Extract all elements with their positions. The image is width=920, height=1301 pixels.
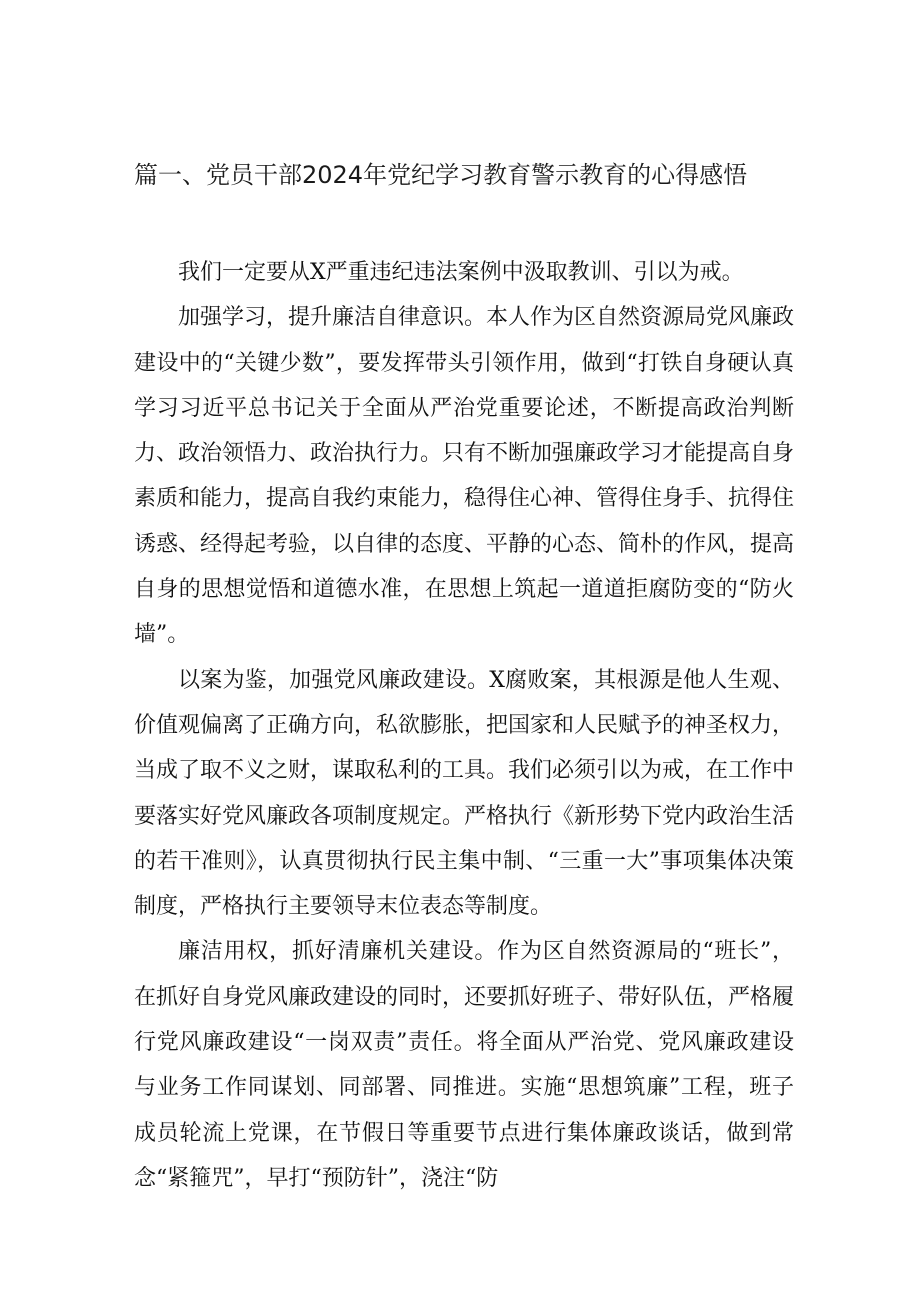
document-body (134, 250, 794, 1201)
paragraph: 加强学习，提升廉洁自律意识。本人作为区自然资源局党风廉政建设中的“关键少数”，要发挥带头引领作用，做到“打铁自身硬认真学习习近平总书记关于全面从严治党重要论述，不断提高政治判断力、政治领悟力、政治执行力。只有不断加强廉政学习才能提高自身素质和能力，提高自我约束能力，稳得住心神、管得住身手、抗得住诱惑、经得起考验，以自律的态度、平静的心态、简朴的作风，提高自身的思想觉悟和道德水准，在思想上筑起一道道拒腐防变的“防火墙”。 (134, 305, 795, 648)
paragraph: 廉洁用权，抓好清廉机关建设。作为区自然资源局的“班长”，在抓好自身党风廉政建设的同时，还要抓好班子、带好队伍，严格履行党风廉政建设“一岗双责”责任。将全面从严治党、党风廉政建设与业务工作同谋划、同部署、同推进。实施“思想筑廉”工程，班子成员轮流上党课，在节假日等重要节点进行集体廉政谈话，做到常念“紧箍咒”，早打“预防针”，浇注“防 (134, 939, 795, 1191)
document-title: 篇一、党员干部2024年党纪学习教育警示教育的心得感悟 (134, 161, 748, 189)
paragraph: 我们一定要从X严重违纪违法案例中汲取教训、引以为戒。 (178, 260, 744, 285)
paragraph: 以案为鉴，加强党风廉政建设。X腐败案，其根源是他人生观、价值观偏离了正确方向，私欲膨胀，把国家和人民赋予的神圣权力，当成了取不义之财，谋取私利的工具。我们必须引以为戒，在工作中要落实好党风廉政各项制度规定。严格执行《新形势下党内政治生活的若干准则》，认真贯彻执行民主集中制、“三重一大”事项集体决策制度，严格执行主要领导末位表态等制度。 (134, 667, 795, 920)
